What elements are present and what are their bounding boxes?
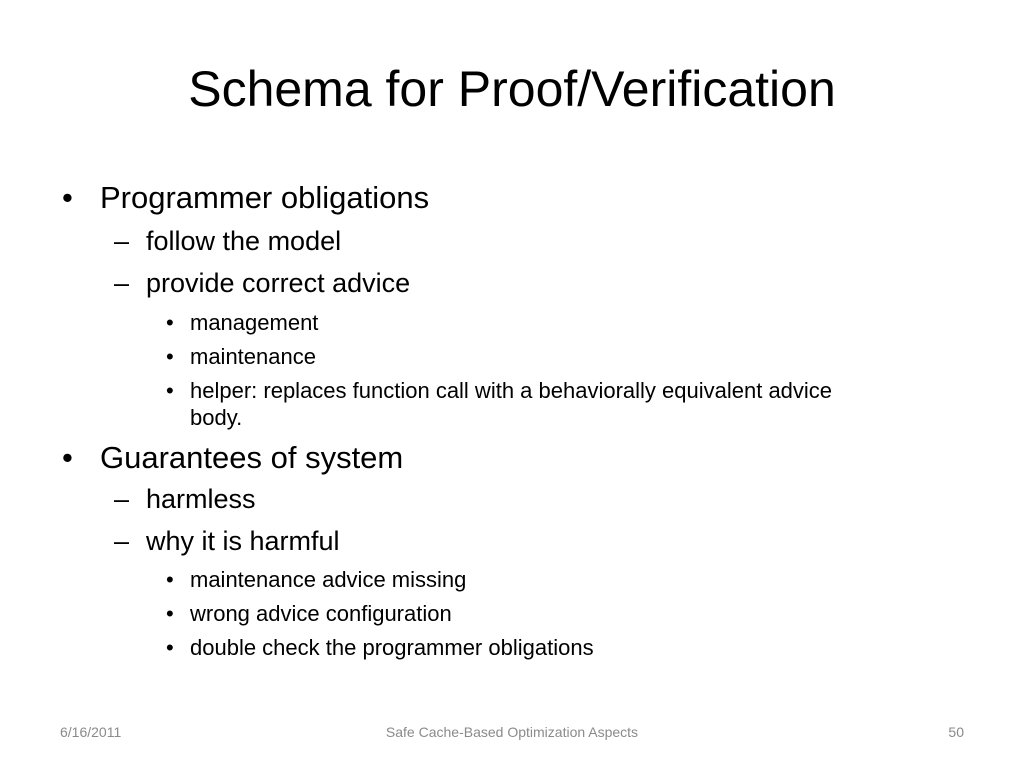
sub-bullet-item: why it is harmful <box>146 526 340 556</box>
bullet-marker-small: • <box>166 601 174 626</box>
bullet-marker: • <box>62 440 73 475</box>
dash-marker: – <box>114 484 130 514</box>
bullet-marker-small: • <box>166 635 174 660</box>
bullet-item: Guarantees of system <box>100 440 404 475</box>
sub-bullet-item: follow the model <box>146 226 342 256</box>
sub-bullet-item: provide correct advice <box>146 268 411 298</box>
sub-sub-bullet-item-continuation: body. <box>190 405 243 430</box>
sub-bullet-item: harmless <box>146 484 256 514</box>
bullet-marker-small: • <box>166 378 174 403</box>
bullet-marker: • <box>62 180 73 215</box>
page-number: 50 <box>948 724 964 740</box>
footer-title: Safe Cache-Based Optimization Aspects <box>385 724 639 740</box>
sub-sub-bullet-item: wrong advice configuration <box>190 601 452 626</box>
bullet-marker-small: • <box>166 567 174 592</box>
slide-title: Schema for Proof/Verification <box>188 61 836 117</box>
dash-marker: – <box>114 268 130 298</box>
bullet-item: Programmer obligations <box>100 180 430 215</box>
sub-sub-bullet-item: helper: replaces function call with a behaviorally equivalent advice <box>190 378 833 403</box>
bullet-marker-small: • <box>166 344 174 369</box>
footer-date: 6/16/2011 <box>60 724 122 740</box>
dash-marker: – <box>114 226 130 256</box>
dash-marker: – <box>114 526 130 556</box>
sub-sub-bullet-item: management <box>190 310 319 335</box>
sub-sub-bullet-item: maintenance advice missing <box>190 567 467 592</box>
sub-sub-bullet-item: double check the programmer obligations <box>190 635 594 660</box>
sub-sub-bullet-item: maintenance <box>190 344 316 369</box>
bullet-marker-small: • <box>166 310 174 335</box>
